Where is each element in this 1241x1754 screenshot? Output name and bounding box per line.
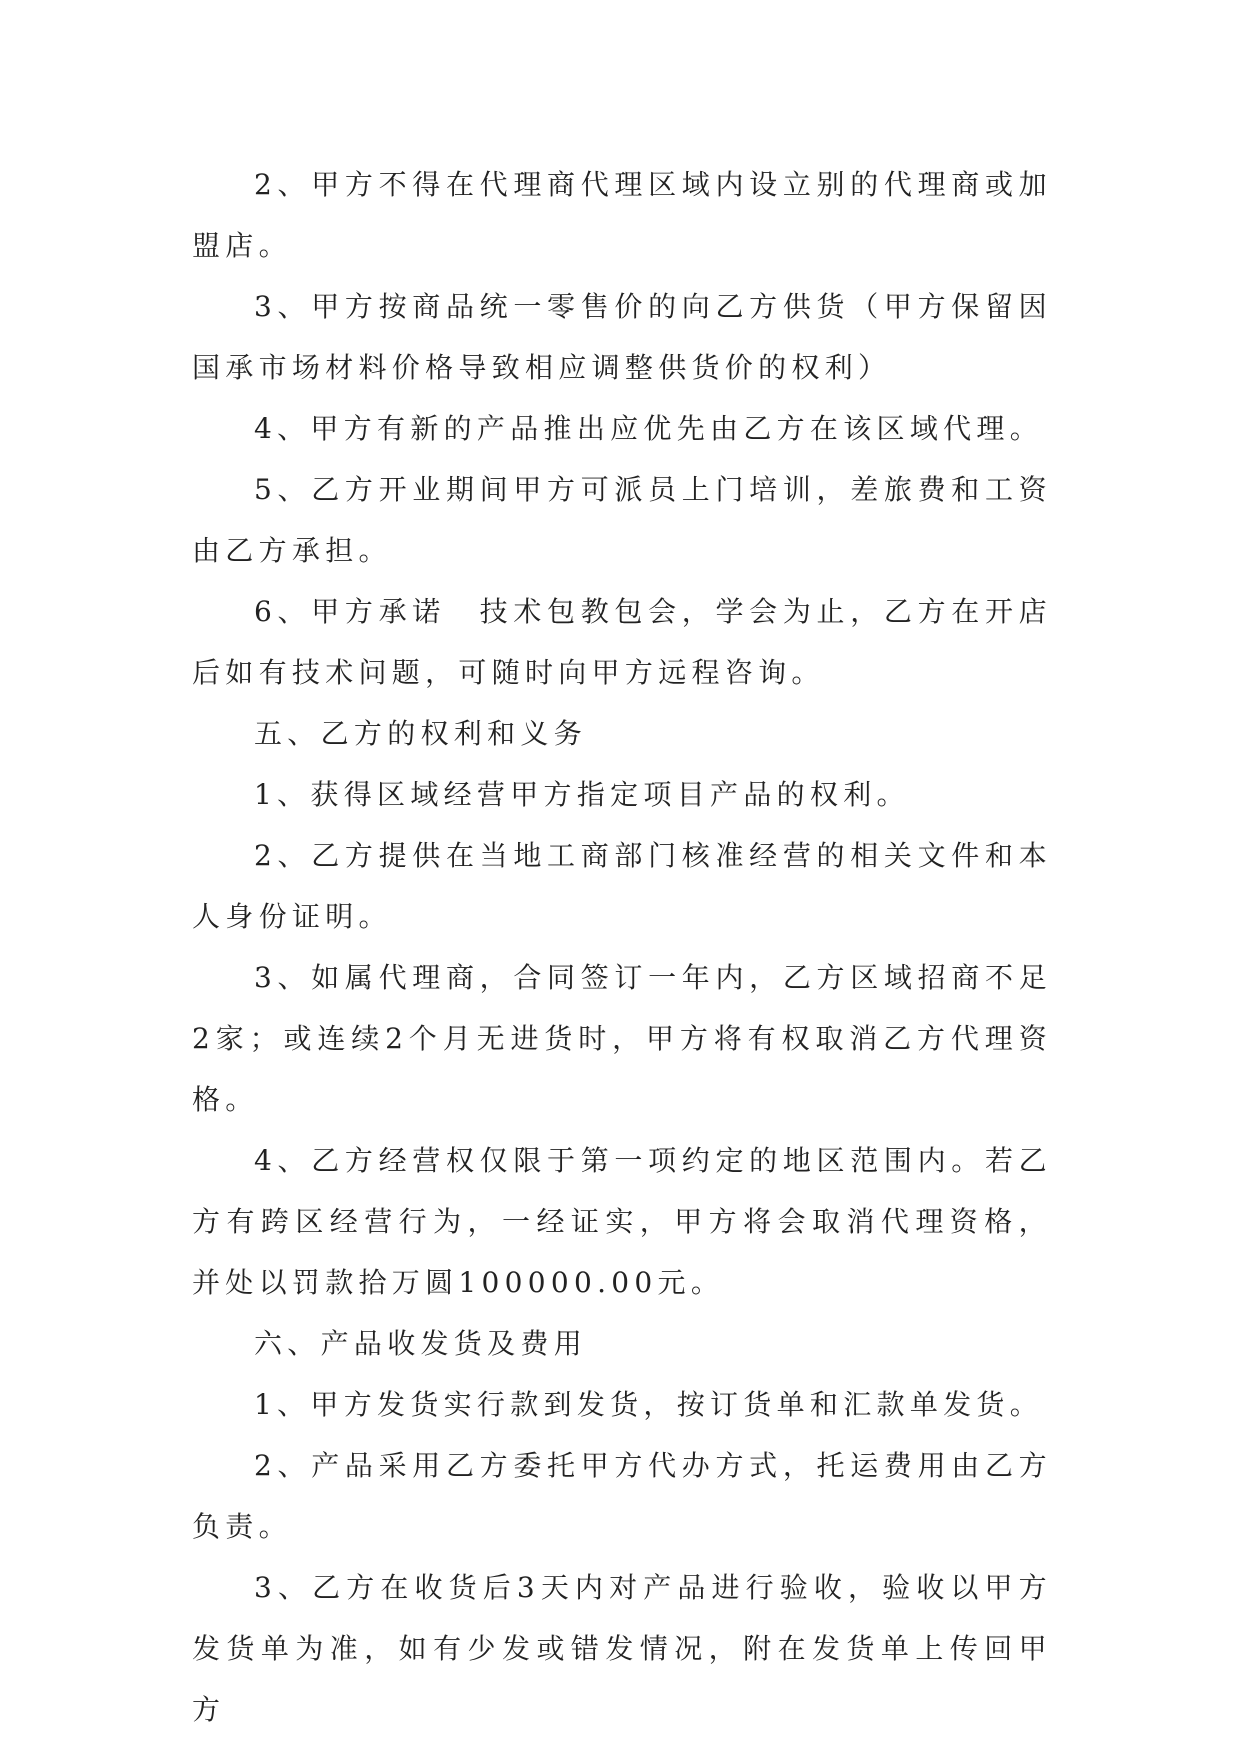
- clause-s2-freight: 2、产品采用乙方委托甲方代办方式，托运费用由乙方负责。: [192, 1449, 1052, 1543]
- section-heading-shipping: 六、产品收发货及费用: [254, 1327, 588, 1360]
- section-heading-party-b-rights: 五、乙方的权利和义务: [254, 717, 588, 750]
- clause-6-tech-support: 6、甲方承诺 技术包教包会，学会为止，乙方在开店后如有技术问题，可随时向甲方远程咨询。: [192, 595, 1052, 689]
- clause-b2-documents: 2、乙方提供在当地工商部门核准经营的相关文件和本人身份证明。: [192, 839, 1052, 933]
- clause-b3-agent-requirement: 3、如属代理商，合同签订一年内，乙方区域招商不足2家；或连续2个月无进货时，甲方将有权取消乙方代理资格。: [192, 961, 1052, 1116]
- clause-s3-inspection: 3、乙方在收货后3天内对产品进行验收，验收以甲方发货单为准，如有少发或错发情况，附在发货单上传回甲方: [192, 1571, 1052, 1726]
- clause-s1-payment-before-shipping: 1、甲方发货实行款到发货，按订货单和汇款单发货。: [254, 1388, 1044, 1421]
- document-body: [192, 154, 1052, 1740]
- clause-b4-territory-limit: 4、乙方经营权仅限于第一项约定的地区范围内。若乙方有跨区经营行为，一经证实，甲方将会取消代理资格，并处以罚款拾万圆100000.00元。: [192, 1144, 1052, 1299]
- clause-2-no-other-agents: 2、甲方不得在代理商代理区域内设立别的代理商或加盟店。: [192, 168, 1052, 262]
- clause-5-training: 5、乙方开业期间甲方可派员上门培训，差旅费和工资由乙方承担。: [192, 473, 1052, 567]
- clause-3-supply-price: 3、甲方按商品统一零售价的向乙方供货（甲方保留因国承市场材料价格导致相应调整供货价的权利）: [192, 290, 1052, 384]
- clause-b1-regional-rights: 1、获得区域经营甲方指定项目产品的权利。: [254, 778, 910, 811]
- clause-4-new-products: 4、甲方有新的产品推出应优先由乙方在该区域代理。: [254, 412, 1044, 445]
